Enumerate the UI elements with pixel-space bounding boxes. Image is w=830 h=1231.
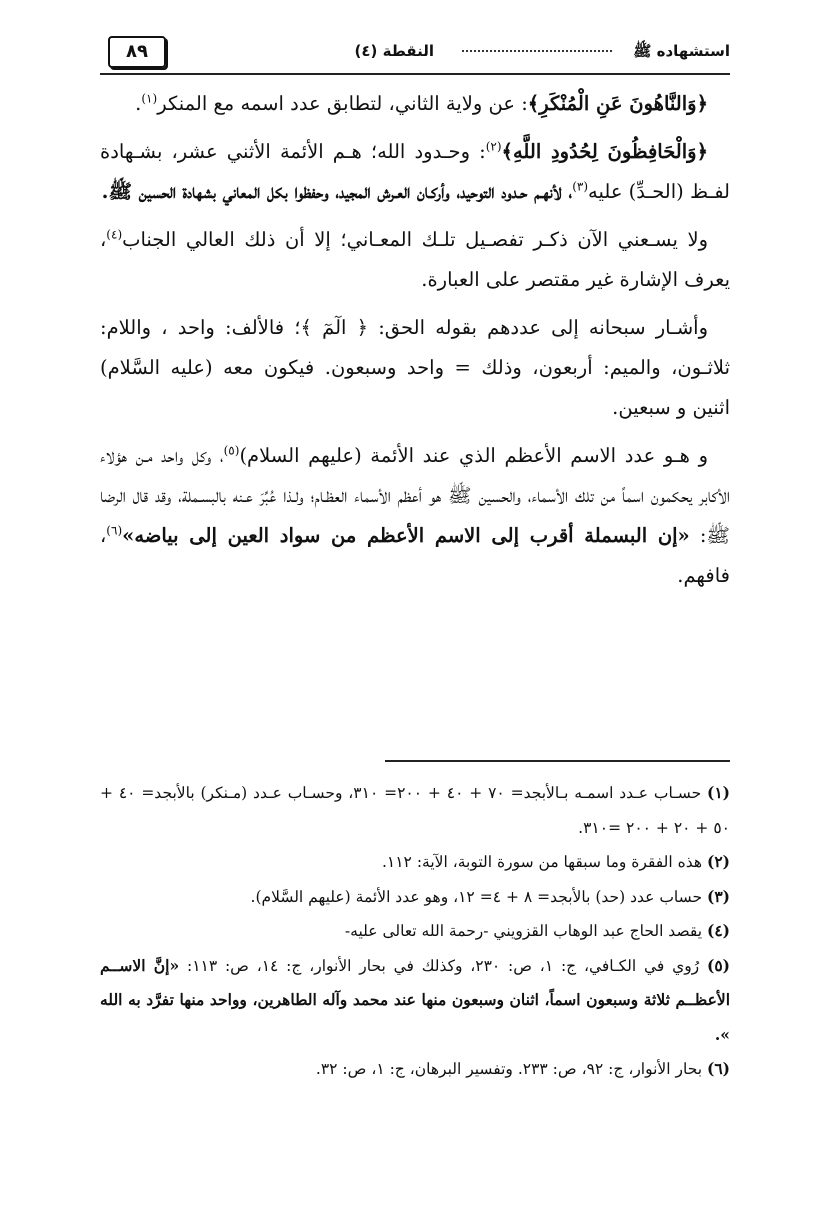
footnote-3 xyxy=(100,880,730,915)
hadith-quote: «إن البسملة أقرب إلى الاسم الأعظم من سواد العين إلى بياضه» xyxy=(122,524,690,547)
footnote-ref: (٤) xyxy=(106,227,123,242)
footnote-ref: (٢) xyxy=(485,139,502,154)
footnote-5 xyxy=(100,949,730,1053)
footnote-4 xyxy=(100,914,730,949)
paragraph-text: ، وكل واحد مـن هؤلاء الأكابر يحكمون اسماً من تلك الأسماء، والحسين ﷺ هو أعظم الأسماء العظـام؛ ولـذا عُبِّرَ عـنه بالبسـملة، وقد قال الرضا ﷺ: xyxy=(100,444,730,547)
paragraph-text: . xyxy=(135,92,142,115)
paragraph-1 xyxy=(100,84,730,124)
footnote-number: (٤) xyxy=(706,921,730,940)
footnote-text: هذه الفقرة وما سبقها من سورة التوبة، الآية: ١١٢. xyxy=(381,853,703,871)
main-text xyxy=(100,84,730,596)
paragraph-text: : عن ولاية الثاني، لتطابق عدد اسمه مع المنكر xyxy=(157,92,528,115)
paragraph-text: ولا يسـعني الآن ذكـر تفصـيل تلـك المعـاني؛ إلا أن ذلك العالي الجناب xyxy=(122,228,708,251)
paragraph-text: و هـو عدد الاسم الأعظم الذي عند الأئمة (عليهم السلام) xyxy=(239,444,709,467)
footnote-text: حساب عدد (حد) بالأبجد= ٨ + ٤= ١٢، وهو عدد الأئمة (عليهم السَّلام). xyxy=(250,887,703,906)
quran-verse: ﴿وَالْحَافِظُونَ لِحُدُودِ اللَّهِ﴾ xyxy=(501,140,708,163)
footnote-number: (٥) xyxy=(706,955,730,975)
page-number-box: ٨٩ xyxy=(108,36,166,68)
footnote-text: رُوي في الكـافي، ج: ١، ص: ٢٣٠، وكذلك في بحار الأنوار، ج: ١٤، ص: ١١٣: xyxy=(179,956,700,975)
running-title: استشهاده ﷺ xyxy=(633,42,730,60)
footnote-ref: (٦) xyxy=(106,523,123,538)
quran-verse: ﴿وَالنَّاهُونَ عَنِ الْمُنْكَرِ﴾ xyxy=(527,92,708,115)
header-dot-leader xyxy=(462,50,612,52)
footnote-ref: (١) xyxy=(141,91,158,106)
footnote-6 xyxy=(100,1052,730,1087)
page-header xyxy=(100,30,730,70)
header-rule xyxy=(100,73,730,75)
footnote-number: (٢) xyxy=(706,852,730,871)
footnote-number: (١) xyxy=(707,783,731,802)
footnote-ref: (٣) xyxy=(572,179,589,194)
paragraph-text: ، يعرف الإشارة غير مقتصر على العبارة. xyxy=(100,228,730,291)
footnote-number: (٣) xyxy=(706,886,730,906)
footnote-text: يقصد الحاج عبد الوهاب القزويني -رحمة الله تعالى عليه- xyxy=(344,922,703,940)
paragraph-5 xyxy=(100,436,730,596)
footnote-number: (٦) xyxy=(706,1059,730,1078)
footnote-text: حسـاب عـدد اسمـه بـالأبجد= ٧٠ + ٤٠ + ٢٠٠= ٣١٠، وحسـاب عـدد (مـنكر) بالأبجد= ٤٠ + ٥٠ + ٢٠ + ٢٠٠ =٣١٠. xyxy=(100,784,730,837)
footnotes xyxy=(100,776,730,1087)
paragraph-4 xyxy=(100,308,730,428)
footnote-text: بحار الأنوار، ج: ٩٢، ص: ٢٣٣. وتفسير البرهان، ج: ١، ص: ٣٢. xyxy=(315,1060,703,1078)
footnote-rule xyxy=(385,760,730,762)
paragraph-text: ، لأنهـم حـدود التوحيد، وأركـان العـرش المجيد، وحفظوا بكل المعاني بشهادة الحسين ﷺ. xyxy=(101,180,573,203)
footnote-2 xyxy=(100,845,730,880)
paragraph-3 xyxy=(100,220,730,300)
paragraph-text: وأشـار سبحانه إلى عددهم بقوله الحق: ﴿ الٓمٓ ﴾؛ فالألف: واحد ، واللام: ثلاثـون، والميم: أربعون، وذلك = واحد وسبعون. فيكون معه (عليه السَّلام) اثنين و سبعين. xyxy=(100,316,730,419)
footnote-ref: (٥) xyxy=(223,443,240,458)
paragraph-2 xyxy=(100,132,730,212)
footnote-1 xyxy=(100,776,730,845)
paragraph-text: : وحـدود الله؛ هـم الأئمة الأثني عشر، بشـهادة لفـظ (الحـدِّ) عليه xyxy=(100,140,730,203)
paragraph-text: ، فافهم. xyxy=(100,524,730,587)
section-label: النقطة (٤) xyxy=(354,42,434,60)
footnote-quote: «إنَّ الاســم الأعظــم ثلاثة وسبعون اسماً، اثنان وسبعون منها عند محمد وآله الطاهرين، وواحد منها تفرَّد به الله ». xyxy=(100,955,730,1044)
